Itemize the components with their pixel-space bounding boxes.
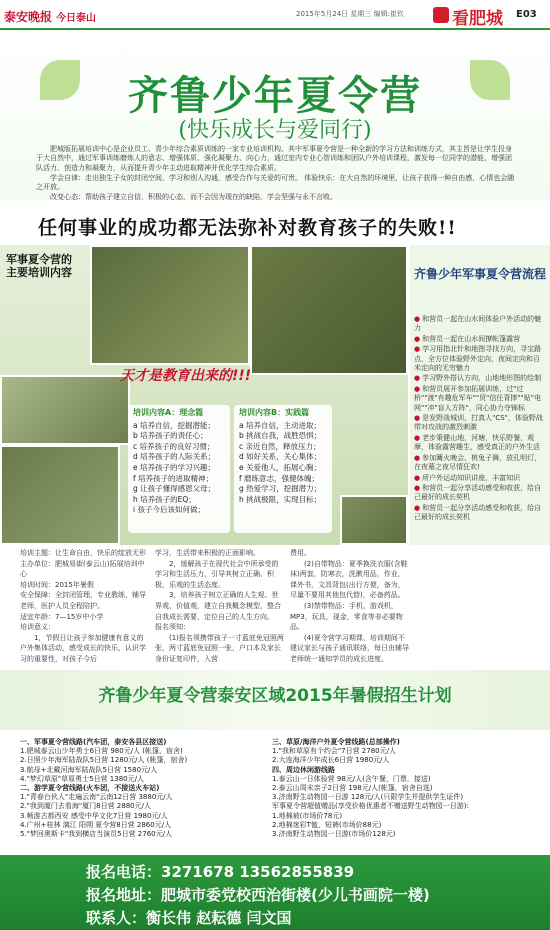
process-item: ● 学习野外搭认方向，山地地形图的绘制 <box>414 374 546 383</box>
intro-paragraph: 改变心态：帮助孩子建立自信，积极的心态，而不会因为现在的缺陷，学会坚强与永不言败。 <box>50 193 337 202</box>
process-item: ● 和营员展开参加拓展训练，过"过桥""渡"有趣危军车""贸"信任背摔""贴"电网""冲"盲人方阵"，同心协力夺锦标 <box>414 385 546 413</box>
sidebar-title: 齐鲁少年军事夏令营流程 <box>414 267 547 281</box>
contact-address: 报名地址：肥城市委党校西治街楼(少儿书画院一楼) <box>86 886 430 904</box>
schedule-line: 三、草原/海洋户外夏令营线路(总部操作) <box>272 738 400 746</box>
content-a-item: h 培养孩子的EQ； <box>133 494 196 504</box>
vertical-heading: 军事夏令营的主要培训内容 <box>6 253 72 279</box>
camp-photo <box>340 495 408 545</box>
section-icon <box>433 7 449 23</box>
slogan-text: 任何事业的成功都无法弥补对教育孩子的失败!! <box>38 217 457 239</box>
talent-slogan: 天才是教育出来的!!! <box>120 368 252 384</box>
info-line: 培训主题：让生命自由，快乐的绽放无形 <box>20 549 146 557</box>
camp-photo <box>90 245 250 365</box>
schedule-line: 四、周边休闲游线路 <box>272 765 335 774</box>
content-b-item: b 挑战自我，战胜恐惧； <box>239 431 322 441</box>
info-line: 报名须知： <box>155 623 190 632</box>
content-b-title: 培训内容B：实践篇 <box>239 408 310 417</box>
schedule-line: 一、军事夏令营线路(汽车团，泰安各县区接送) <box>20 738 167 746</box>
process-item: ● 是发野战城训，打真人"CS"，体验野战带对攻战的激烈刺激 <box>414 414 546 433</box>
page-header <box>0 0 550 30</box>
content-a-item: b 培养孩子的责任心； <box>133 431 208 441</box>
content-b-item: g 热爱学习，挖掘潜力； <box>239 484 322 494</box>
process-item: ● 和营员一起分享活动感受和收获，给自己最好的成长契机 <box>414 504 546 523</box>
info-line: 培训意义： <box>20 623 55 632</box>
process-list <box>414 315 546 524</box>
section-label: 今日泰山 <box>56 13 96 24</box>
process-item: ● 老步策健山地，河塘，快乐野餐，观摩，体验露营趣生，感受真正的户外生活 <box>414 434 546 453</box>
schedule-line: 3.航母+北戴河海军陆战队5日营 1580元/人 <box>20 765 158 774</box>
content-a-item: f 培养孩子的进取精神； <box>133 473 214 483</box>
process-item: ● 和营员一起分享活动感受和收获，给自己最好的成长契机 <box>414 484 546 503</box>
info-line: 主办单位：肥城易街(泰云山)拓展培训中心 <box>20 559 145 579</box>
schedule-line: 2.地棉迷彩T恤，短裤(市场价88元) <box>272 820 382 829</box>
content-a-item: c 培养孩子的良好习惯； <box>133 441 215 451</box>
content-a-item: e 培养孩子的学习兴趣； <box>133 462 215 472</box>
page-number: E03 <box>516 9 537 20</box>
schedule-line: 1."青春台伙人"走遍云南"云南12日营 3880元/人 <box>20 793 173 802</box>
info-column-1 <box>20 548 150 665</box>
intro-text <box>36 145 516 204</box>
intro-paragraph: 肥城版拓展培训中心是企业员工、青少年综合素质训练的一家专业培训机构。其中军事夏令营是一种全新的学习方法和训练方式，其主旨是让学生投身于大自然中，通过军事训练磨炼人的意志、增强体质、强化凝聚力、向心力，通过室内专业心智训练和团队户外培训课程，激发每一位同学的潜能，增强团队活力、创造力和凝聚力，从而提升青少年主动进取精神并优化学生综合素质。 <box>36 145 512 172</box>
schedule-line: 2."我到厦门去看海"厦门8日营 2880元/人 <box>20 802 151 811</box>
content-b-item: a 培养自信，主动进取； <box>239 420 321 430</box>
schedule-line: 1.泰云山一日体验营 98元/人(含午餐，门票，接送) <box>272 774 431 783</box>
schedule-column-2 <box>272 738 542 839</box>
content-b-item: h 挑战极限，实现目标； <box>239 494 322 504</box>
content-b-item: d 如好关系，关心集体； <box>239 452 322 462</box>
schedule-line: 2.日照少年海军陆战队5日营 1280元/人 (帐篷，宿舍) <box>20 756 188 765</box>
info-line: 1，节假日让孩子参加健康有意义的户外集体活动，感受成长的快乐，认识学习的重要性，对孩子今后 <box>20 633 146 663</box>
schedule-line: 1.地棉被(市场价78元) <box>272 811 343 820</box>
process-item: ● 参加篝火晚会，桃兔子舞，放孔明灯，在夜幕之夜尽情狂欢! <box>414 454 546 473</box>
info-line: (3)禁带物品：手机，游戏机，MP3，玩具，现金，零食等非必要物品。 <box>290 601 403 632</box>
schedule-line: 1.肥城泰云山少年勇士6日营 980元/人 (帐篷，宿舍) <box>20 747 183 756</box>
content-a-title: 培训内容A：理念篇 <box>133 408 204 417</box>
info-line: 学习，生活带来积极的正面影响。 <box>155 549 260 557</box>
schedule-line: 3.济南野生动物园一日游 128元/人(只限学生并提供学生证件) <box>272 793 464 802</box>
info-column-3 <box>290 548 410 665</box>
content-a-item: i 孩子今后该如何做； <box>133 505 205 515</box>
content-b-box <box>234 405 332 533</box>
schedule-line: 3.济南野生动物园一日游(市场价128元) <box>272 830 396 839</box>
content-a-item: a 培养自信，挖掘潜能； <box>133 420 215 430</box>
content-b-item: e 关爱他人，拓展心胸； <box>239 462 321 472</box>
content-b-item: f 磨练意志，强健体魄； <box>239 473 320 483</box>
content-a-box <box>128 405 230 533</box>
schedule-line: 3.畅游古都西安 感受中华文化7日营 1980元/人 <box>20 811 168 820</box>
camp-photo <box>0 375 130 445</box>
schedule-line: 4.广州+桂林 漓江 阳朔 夏令营8日营 2860元/人 <box>20 820 172 829</box>
process-item: ● 所户外运动知识讲座，丰富知识 <box>414 474 546 483</box>
schedule-line: 5."梦回奥斯卡"我到横店当演员5日营 2760元/人 <box>20 830 172 839</box>
info-line: 2，缓解孩子在现代社会中所承受的学习和生活压力，引导其树立正确、积极，乐观的生活态度。 <box>155 559 279 589</box>
contact-people: 联系人：衡长伟 赵耘德 闫文国 <box>86 909 292 927</box>
camp-photo <box>0 445 120 545</box>
info-line: 3，培养孩子树立正确的人生观、世界观、价值观，建立自我概念模型，整合自我成长需要，定位自己的人生方向。 <box>155 591 281 621</box>
section-name: 看肥城 <box>452 9 503 29</box>
info-line: (4)夏令营学习期课，培训期间不建议家长与孩子通讯联络，每日由辅导老师统一通知学员的成长进度。 <box>290 633 409 663</box>
info-line: 培训时间：2015年暑假 <box>20 580 94 589</box>
intro-paragraph: 学会自律：走出独生子女的封闭空间，学习和别人沟通，感受合作与关爱的可贵。 体验快乐：在大自然的环境里，让孩子获得一种自由感，心情也会随之开放。 <box>36 173 515 192</box>
info-line: 适宜年龄：7—15岁中小学 <box>20 612 104 621</box>
photo-collage <box>0 245 408 545</box>
info-line: 安全保障：全封闭管理，专业教练，辅导老师，医护人员全程陪护。 <box>20 591 146 610</box>
process-item: ● 和营员一起在山水间体验户外活动的魅力 <box>414 315 546 334</box>
hero-subtitle: (快乐成长与爱同行) <box>178 118 372 143</box>
content-a-item: d 培养孩子的人际关系； <box>133 452 216 462</box>
content-b-item: c 亲近自然，释放压力； <box>239 441 321 451</box>
info-line: (2)自带物品：夏季换洗衣服(含鞋袜)两套，防寒衣，洗漱用品，作业，课外书，文具背包(出行方便，备为，尽量不要用其他包代替)，必备药品。 <box>290 559 408 600</box>
content-a-item: g 让孩子懂得感恩父母； <box>133 484 216 494</box>
info-line: 费用。 <box>290 549 311 557</box>
recruit-title: 齐鲁少年夏令营泰安区域2015年暑假招生计划 <box>98 686 452 706</box>
camp-photo <box>250 245 408 375</box>
schedule-line: 2.大连海洋少年成长6日营 1980元/人 <box>272 756 390 765</box>
date-line: 2015年5月24日 星期三 编辑:崔钦 <box>296 10 404 18</box>
main-slogan <box>0 205 550 245</box>
contact-phone: 报名电话：3271678 13562855839 <box>86 863 355 881</box>
schedule-line: 4."梦幻草原"草原勇士5日营 1380元/人 <box>20 774 144 783</box>
schedule-column-1 <box>20 738 265 839</box>
schedule-line: 军事夏令营超值赠品(享受价格优惠者不赠送野生动物园一日游): <box>272 802 469 811</box>
info-line: (1)报名须携带孩子一寸蓝底免冠照两张，两寸蓝底免冠照一张，户口本及家长身份证复印件，入营 <box>155 633 284 663</box>
schedule-line: 2.泰云山周末亲子2日营 198元/人(帐篷，宿舍自选) <box>272 784 433 793</box>
info-column-2 <box>155 548 285 665</box>
process-item: ● 学习用指北针和地图寻找方向，寻宝路点，全方位体验野外定向，夜间定向和百米定向的无穷魅力 <box>414 345 546 373</box>
hero-title: 齐鲁少年夏令营 <box>128 72 422 119</box>
newspaper-brand: 泰安晚报 <box>4 10 53 24</box>
process-item: ● 和营员一起在山水间撩帐篷露营 <box>414 335 546 344</box>
schedule-line: 二、游学夏令营线路(火车团，不接送火车站) <box>20 784 160 793</box>
schedule-line: 1."我和草原有个约会"7日营 2780元/人 <box>272 747 396 756</box>
